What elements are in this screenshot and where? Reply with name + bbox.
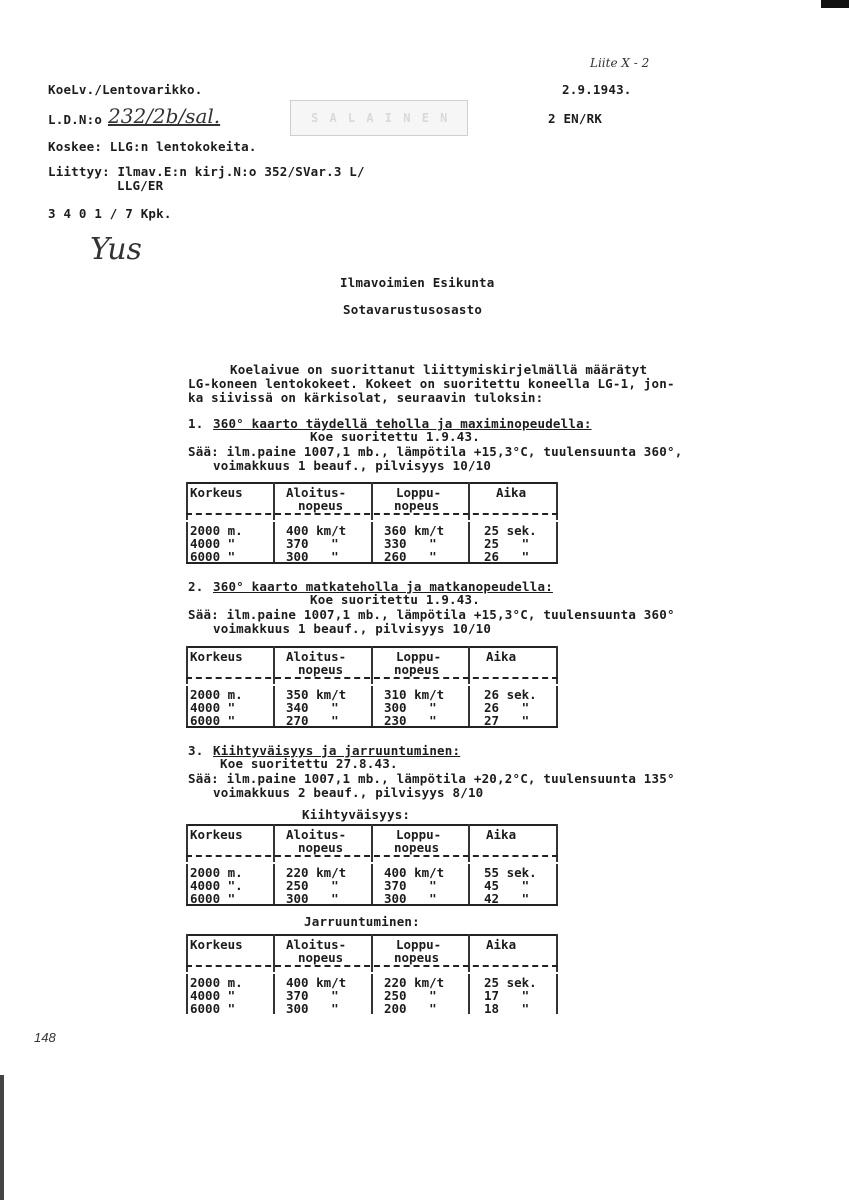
section1-number: 1. (188, 416, 204, 431)
header-altitude: Korkeus (190, 827, 243, 842)
table-cell: 25 " (484, 536, 530, 551)
acceleration-table (186, 820, 556, 908)
table-cell: 300 " (286, 891, 339, 906)
header-end-2: nopeus (394, 950, 440, 965)
section3-date: Koe suoritettu 27.8.43. (220, 756, 398, 771)
scan-edge-mark (821, 0, 849, 8)
table-cell: 55 sek. (484, 865, 537, 880)
handwritten-signature: Yus (90, 232, 142, 267)
header-start: Aloitus- (286, 937, 347, 952)
header-altitude: Korkeus (190, 937, 243, 952)
table-cell: 26 " (484, 549, 530, 564)
table-cell: 340 " (286, 700, 339, 715)
section3-number: 3. (188, 743, 204, 758)
header-time: Aika (486, 937, 517, 952)
header-start: Aloitus- (286, 649, 347, 664)
section1-date: Koe suoritettu 1.9.43. (310, 429, 480, 444)
header-end-2: nopeus (394, 498, 440, 513)
table-cell: 220 km/t (384, 975, 445, 990)
braking-subtitle: Jarruuntuminen: (304, 914, 420, 929)
page-number: 148 (34, 1030, 56, 1045)
braking-table (186, 930, 556, 1018)
section1-title: 360° kaarto täydellä teholla ja maximinopeudella: (213, 416, 592, 431)
table-cell: 25 sek. (484, 523, 537, 538)
table-cell: 300 " (384, 891, 437, 906)
table-cell: 25 sek. (484, 975, 537, 990)
section3-weather-1: Sää: ilm.paine 1007,1 mb., lämpötila +20,2°C, tuulensuunta 135° (188, 771, 675, 786)
header-end-2: nopeus (394, 840, 440, 855)
table-cell: 230 " (384, 713, 437, 728)
header-start-2: nopeus (298, 950, 344, 965)
table-cell: 310 km/t (384, 687, 445, 702)
intro-line-1: Koelaivue on suorittanut liittymiskirjelmällä määrätyt (230, 362, 648, 377)
header-start: Aloitus- (286, 827, 347, 842)
table-cell: 2000 m. (190, 865, 243, 880)
table-cell: 220 km/t (286, 865, 347, 880)
table-cell: 2000 m. (190, 523, 243, 538)
section1-weather-2: voimakkuus 1 beauf., pilvisyys 10/10 (213, 458, 492, 473)
header-start-2: nopeus (298, 840, 344, 855)
archive-number: 3 4 0 1 / 7 Kpk. (48, 206, 172, 221)
table-cell: 270 " (286, 713, 339, 728)
header-end: Loppu- (396, 485, 442, 500)
table-cell: 200 " (384, 1001, 437, 1016)
header-line-1: KoeLv./Lentovarikko. (48, 82, 203, 97)
document-date: 2.9.1943. (562, 82, 632, 97)
table-cell: 370 " (286, 988, 339, 1003)
table-cell: 45 " (484, 878, 530, 893)
section2-number: 2. (188, 579, 204, 594)
table-cell: 26 " (484, 700, 530, 715)
header-time: Aika (486, 827, 517, 842)
reference-line-2: LLG/ER (117, 178, 164, 193)
header-end: Loppu- (396, 937, 442, 952)
classification-stamp (290, 100, 468, 136)
table-cell: 6000 " (190, 1001, 236, 1016)
table-cell: 4000 " (190, 988, 236, 1003)
ldno-label: L.D.N:o (48, 112, 103, 127)
table-cell: 300 " (286, 1001, 339, 1016)
table-cell: 400 km/t (286, 975, 347, 990)
header-time: Aika (486, 649, 517, 664)
ldno-value: 232/2b/sal. (108, 104, 221, 128)
table-cell: 350 km/t (286, 687, 347, 702)
table-cell: 6000 " (190, 549, 236, 564)
header-end: Loppu- (396, 827, 442, 842)
table-cell: 2000 m. (190, 975, 243, 990)
acceleration-subtitle: Kiihtyväisyys: (302, 807, 411, 822)
table-cell: 4000 ". (190, 878, 243, 893)
table-cell: 26 sek. (484, 687, 537, 702)
header-altitude: Korkeus (190, 485, 243, 500)
reference-code: 2 EN/RK (548, 111, 603, 126)
table-cell: 2000 m. (190, 687, 243, 702)
header-end: Loppu- (396, 649, 442, 664)
table-cell: 6000 " (190, 891, 236, 906)
section2-table (186, 642, 556, 730)
intro-line-3: ka siivissä on kärkisolat, seuraavin tuloksin: (188, 390, 544, 405)
section2-title: 360° kaarto matkateholla ja matkanopeudella: (213, 579, 553, 594)
intro-line-2: LG-koneen lentokokeet. Kokeet on suoritettu koneella LG-1, jon- (188, 376, 675, 391)
table-cell: 42 " (484, 891, 530, 906)
table-cell: 300 " (384, 700, 437, 715)
scan-left-edge (0, 1075, 4, 1200)
section1-weather-1: Sää: ilm.paine 1007,1 mb., lämpötila +15,3°C, tuulensuunta 360°, (188, 444, 683, 459)
table-cell: 400 km/t (286, 523, 347, 538)
header-start: Aloitus- (286, 485, 347, 500)
reference-line-1: Liittyy: Ilmav.E:n kirj.N:o 352/SVar.3 L/ (48, 164, 365, 179)
table-cell: 260 " (384, 549, 437, 564)
section3-title: Kiihtyväisyys ja jarruuntuminen: (213, 743, 461, 758)
table-cell: 300 " (286, 549, 339, 564)
table-cell: 400 km/t (384, 865, 445, 880)
stamp-text: S A L A I N E N (311, 111, 450, 125)
section2-date: Koe suoritettu 1.9.43. (310, 592, 480, 607)
section1-table (186, 478, 556, 566)
table-cell: 4000 " (190, 700, 236, 715)
table-cell: 17 " (484, 988, 530, 1003)
subject-line: Koskee: LLG:n lentokokeita. (48, 139, 257, 154)
table-cell: 360 km/t (384, 523, 445, 538)
table-cell: 370 " (286, 536, 339, 551)
section2-weather-1: Sää: ilm.paine 1007,1 mb., lämpötila +15,3°C, tuulensuunta 360° (188, 607, 675, 622)
header-start-2: nopeus (298, 662, 344, 677)
table-cell: 250 " (286, 878, 339, 893)
header-end-2: nopeus (394, 662, 440, 677)
recipient-line-2: Sotavarustusosasto (343, 302, 483, 317)
table-cell: 330 " (384, 536, 437, 551)
table-cell: 6000 " (190, 713, 236, 728)
table-cell: 250 " (384, 988, 437, 1003)
section3-weather-2: voimakkuus 2 beauf., pilvisyys 8/10 (213, 785, 484, 800)
table-cell: 18 " (484, 1001, 530, 1016)
table-cell: 27 " (484, 713, 530, 728)
table-cell: 370 " (384, 878, 437, 893)
header-start-2: nopeus (298, 498, 344, 513)
recipient-line-1: Ilmavoimien Esikunta (340, 275, 495, 290)
header-altitude: Korkeus (190, 649, 243, 664)
corner-note: Liite X - 2 (590, 56, 650, 70)
section2-weather-2: voimakkuus 1 beauf., pilvisyys 10/10 (213, 621, 492, 636)
header-time: Aika (496, 485, 527, 500)
table-cell: 4000 " (190, 536, 236, 551)
